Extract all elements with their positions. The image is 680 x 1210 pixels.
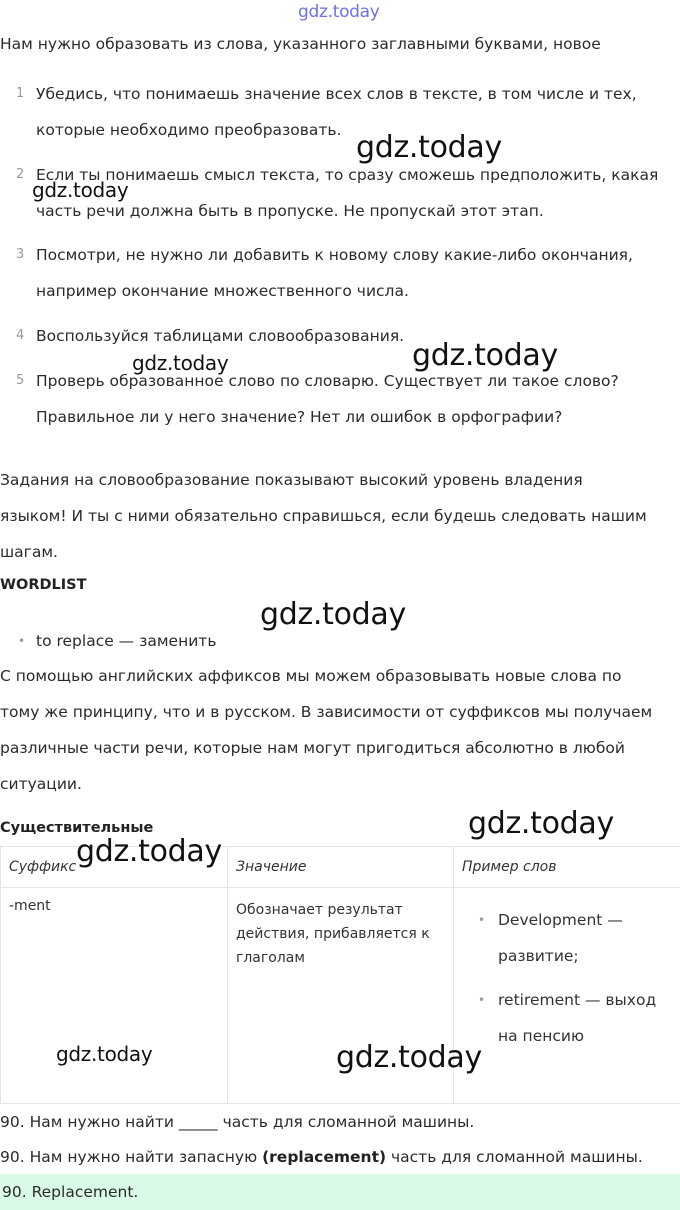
step-text: Посмотри, не нужно ли добавить к новому слову какие-либо окончания, <box>36 246 633 264</box>
watermark-top: gdz.today <box>298 2 380 22</box>
step-text: Воспользуйся таблицами словообразования. <box>36 327 405 345</box>
paragraph-affixes <box>0 658 674 802</box>
watermark: gdz.today <box>132 351 229 375</box>
table-cell-examples <box>454 888 680 1104</box>
watermark: gdz.today <box>412 338 558 373</box>
step-text: Проверь образованное слово по словарю. Существует ли такое слово? <box>36 372 619 390</box>
table-header-examples: Пример слов <box>454 847 680 888</box>
paragraph-line: шагам. <box>0 543 58 561</box>
intro-text: Нам нужно образовать из слова, указанного заглавными буквами, новое <box>0 35 601 53</box>
task-filled-before: 90. Нам нужно найти запасную <box>0 1148 263 1166</box>
list-item: • retirement — выход на пенсию <box>454 982 672 1054</box>
paragraph-line: тому же принципу, что и в русском. В зависимости от суффиксов мы получаем <box>0 703 653 721</box>
examples-list <box>454 902 672 1054</box>
wordlist-heading: WORDLIST <box>0 577 87 593</box>
step-text: часть речи должна быть в пропуске. Не пропускай этот этап. <box>36 202 544 220</box>
watermark: gdz.today <box>56 1042 153 1066</box>
step-number: 2 <box>16 167 25 182</box>
table-cell-suffix: -ment <box>1 888 228 1104</box>
watermark: gdz.today <box>260 597 406 632</box>
watermark: gdz.today <box>468 806 614 841</box>
step-text: Если ты понимаешь смысл текста, то сразу сможешь предположить, какая <box>36 166 659 184</box>
step-5 <box>0 363 674 435</box>
step-number: 4 <box>16 328 25 343</box>
step-3 <box>0 237 674 309</box>
wordlist-item-text: to replace — заменить <box>36 632 217 650</box>
meaning-text: Обозначает результат действия, прибавляется к глаголам <box>236 902 430 966</box>
paragraph-tasks <box>0 462 674 570</box>
paragraph-line: ситуации. <box>0 775 82 793</box>
watermark: gdz.today <box>32 178 129 202</box>
task-filled-bold: (replacement) <box>262 1148 387 1166</box>
answer-text: 90. Replacement. <box>2 1183 139 1201</box>
step-text: например окончание множественного числа. <box>36 282 409 300</box>
table-header-suffix: Суффикс <box>1 847 228 888</box>
step-number: 1 <box>16 86 25 101</box>
table-header-meaning: Значение <box>228 847 454 888</box>
step-number: 5 <box>16 373 25 388</box>
paragraph-line: языком! И ты с ними обязательно справишься, если будешь следовать нашим <box>0 507 647 525</box>
step-text: Правильное ли у него значение? Нет ли ошибок в орфографии? <box>36 408 563 426</box>
paragraph-line: Задания на словообразование показывают высокий уровень владения <box>0 471 583 489</box>
paragraph-line: С помощью английских аффиксов мы можем образовывать новые слова по <box>0 667 622 685</box>
task-filled-line <box>0 1139 674 1175</box>
step-1 <box>0 76 674 148</box>
watermark: gdz.today <box>356 130 502 165</box>
list-item: • Development — развитие; <box>454 902 672 974</box>
watermark: gdz.today <box>336 1040 482 1075</box>
step-text: которые необходимо преобразовать. <box>36 121 342 139</box>
step-text: Убедись, что понимаешь значение всех слов в тексте, в том числе и тех, <box>36 85 637 103</box>
answer-box <box>0 1174 680 1210</box>
watermark: gdz.today <box>76 834 222 869</box>
nouns-heading: Существительные <box>0 820 154 836</box>
paragraph-line: различные части речи, которые нам могут пригодиться абсолютно в любой <box>0 739 625 757</box>
task-line: 90. Нам нужно найти _____ часть для сломанной машины. <box>0 1113 475 1131</box>
task-filled-after: часть для сломанной машины. <box>386 1148 643 1166</box>
step-4 <box>0 318 674 354</box>
bullet-icon: • <box>18 634 26 648</box>
step-number: 3 <box>16 247 25 262</box>
